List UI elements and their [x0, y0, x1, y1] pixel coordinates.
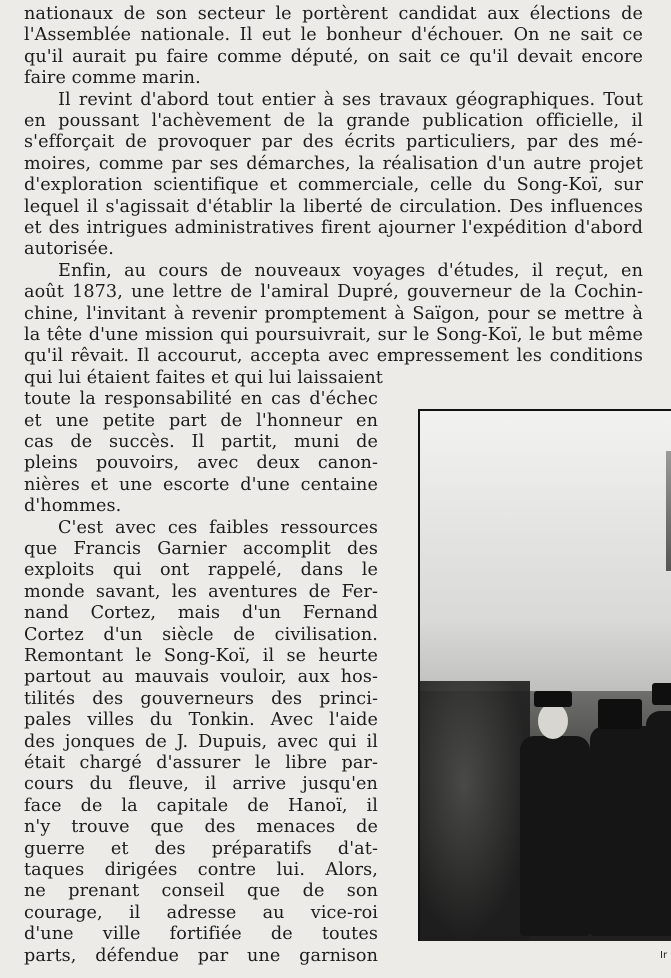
photo-pillar	[666, 451, 671, 571]
photograph	[418, 409, 671, 941]
text-line: s'efforçait de provoquer par des écrits particuliers, par des mé-	[24, 132, 643, 153]
text-line: nand Cortez, mais d'un Fernand	[24, 603, 378, 624]
text-line: cours du fleuve, il arrive jusqu'en	[24, 774, 378, 795]
photo-figure	[520, 736, 590, 936]
text-line: qu'il rêvait. Il accourut, accepta avec empressement les conditions	[24, 346, 643, 367]
text-line: monde savant, les aventures de Fer-	[24, 581, 378, 602]
photo-figure-cap	[534, 691, 572, 707]
text-line: chine, l'invitant à revenir promptement à Saïgon, pour se mettre à	[24, 303, 643, 324]
text-line: courage, il adresse au vice-roi	[24, 902, 378, 923]
text-line: Il revint d'abord tout entier à ses travaux géographiques. Tout	[58, 89, 643, 110]
text-line: pleins pouvoirs, avec deux canon-	[24, 453, 378, 474]
text-line: parts, défendue par une garnison	[24, 945, 378, 966]
text-line: des jonques de J. Dupuis, avec qui il	[24, 731, 378, 752]
text-line: nationaux de son secteur le portèrent candidat aux élections de	[24, 4, 643, 24]
photo-figure-head	[538, 703, 568, 739]
text-line: la tête d'une mission qui poursuivrait, sur le Song-Koï, le but même	[24, 325, 643, 345]
text-line: ne prenant conseil que de son	[24, 881, 378, 902]
text-line: et une petite part de l'honneur en	[24, 410, 378, 431]
text-line: qui lui étaient faites et qui lui laissaient	[24, 367, 383, 388]
photo-figure-cap	[652, 683, 671, 705]
text-line: d'hommes.	[24, 496, 122, 517]
text-line: guerre et des préparatifs d'at-	[24, 838, 378, 859]
text-line: cas de succès. Il partit, muni de	[24, 432, 378, 452]
text-line: nières et une escorte d'une centaine	[24, 474, 378, 495]
text-line: que Francis Garnier accomplit des	[24, 539, 378, 559]
text-line: l'Assemblée nationale. Il eut le bonheur d'échouer. On ne sait ce	[24, 25, 643, 46]
photo-caption: Ir	[660, 950, 668, 961]
text-line: tilités des gouverneurs des princi-	[24, 688, 378, 709]
text-line: face de la capitale de Hanoï, il	[24, 795, 378, 816]
text-line: partout au mauvais vouloir, aux hos-	[24, 667, 378, 688]
text-line: et des intrigues administratives firent ajourner l'expédition d'abord	[24, 218, 643, 238]
text-line: août 1873, une lettre de l'amiral Dupré, gouverneur de la Cochin-	[24, 282, 643, 303]
text-line: taques dirigées contre lui. Alors,	[24, 860, 378, 880]
photo-figure	[646, 711, 671, 936]
text-line: d'une ville fortifiée de toutes	[24, 924, 378, 945]
text-line: en poussant l'achèvement de la grande publication officielle, il	[24, 111, 643, 131]
text-line: toute la responsabilité en cas d'échec	[24, 389, 378, 410]
text-line: qu'il aurait pu faire comme député, on sait ce qu'il devait encore	[24, 46, 643, 67]
text-line: faire comme marin.	[24, 68, 201, 89]
text-line: d'exploration scientifique et commerciale, celle du Song-Koï, sur	[24, 175, 643, 196]
text-line: lequel il s'agissait d'établir la liberté de circulation. Des influences	[24, 196, 643, 217]
text-line: était chargé d'assurer le libre par-	[24, 753, 378, 773]
text-line: n'y trouve que des menaces de	[24, 817, 378, 838]
text-line: pales villes du Tonkin. Avec l'aide	[24, 710, 378, 731]
photo-tree	[420, 681, 530, 941]
text-line: exploits qui ont rappelé, dans le	[24, 560, 378, 581]
photo-figure-hat	[598, 699, 642, 729]
text-line: Enfin, au cours de nouveaux voyages d'études, il reçut, en	[58, 260, 643, 281]
text-line: Remontant le Song-Koï, il se heurte	[24, 646, 378, 666]
text-line: Cortez d'un siècle de civilisation.	[24, 624, 378, 645]
text-line: moires, comme par ses démarches, la réalisation d'un autre projet	[24, 153, 643, 174]
photo-sky	[420, 411, 671, 711]
text-line: C'est avec ces faibles ressources	[58, 517, 378, 538]
text-line: autorisée.	[24, 239, 114, 260]
